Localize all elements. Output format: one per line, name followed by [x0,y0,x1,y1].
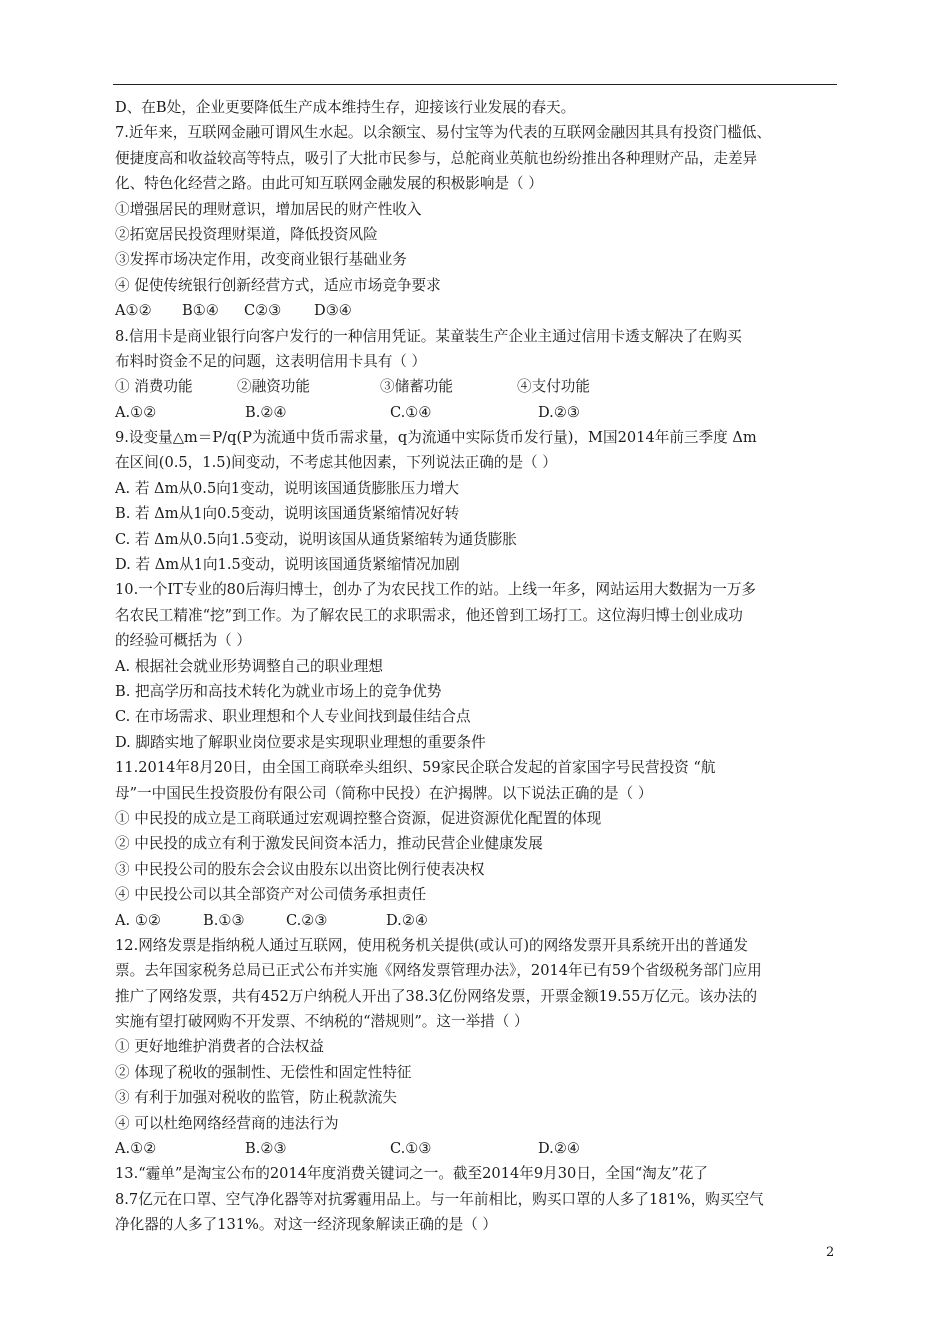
q12-option-b: B.②③ [245,1140,287,1158]
q11-item: ④ 中民投公司以其全部资产对公司债务承担责任 [115,886,427,904]
q12-item: ④ 可以杜绝网络经营商的违法行为 [115,1114,339,1132]
q12-option-d: D.②④ [538,1140,580,1158]
q8-option-b: B.②④ [245,403,287,421]
question-6-option-d: D、在B处，企业更要降低生产成本维持生存，迎接该行业发展的春天。 [115,99,576,116]
q8-function-1: ① 消费功能 [115,378,193,396]
q12-item: ① 更好地维护消费者的合法权益 [115,1038,324,1056]
q9-stem-line: 9.设变量△m＝P/q(P为流通中货币需求量，q为流通中实际货币发行量)，M国2014年前三季度 Δm [115,429,757,447]
q7-option-d: D③④ [314,302,352,320]
question-7 [115,120,837,323]
q12-stem-line: 实施有望打破网购不开发票、不纳税的“潜规则”。这一举措（ ） [115,1013,529,1031]
q11-stem-line: 11.2014年8月20日，由全国工商联牵头组织、59家民企联合发起的首家国字号民营投资 “航 [115,759,716,777]
q11-option-a: A. ①② [115,911,161,929]
q8-option-a: A.①② [115,403,157,421]
q9-stem-line: 在区间(0.5，1.5)间变动，不考虑其他因素，下列说法正确的是（ ） [115,454,557,472]
q11-option-c: C.②③ [286,911,328,929]
q11-option-d: D.②④ [386,911,428,929]
q10-choice-c: C. 在市场需求、职业理想和个人专业间找到最佳结合点 [115,708,471,726]
q9-choice-c: C. 若 Δm从0.5向1.5变动，说明该国从通货紧缩转为通货膨胀 [115,530,517,548]
page-number: 2 [826,1245,835,1260]
question-content [115,95,837,1238]
q10-stem-line: 名农民工精准“挖”到工作。为了解农民工的求职需求，他还曾到工场打工。这位海归博士创业成功 [115,606,743,624]
q10-choice-d: D. 脚踏实地了解职业岗位要求是实现职业理想的重要条件 [115,733,486,751]
q11-option-b: B.①③ [203,911,245,929]
q7-stem-line: 化、特色化经营之路。由此可知互联网金融发展的积极影响是（ ） [115,175,543,193]
q12-item: ② 体现了税收的强制性、无偿性和固定性特征 [115,1063,412,1081]
q12-stem-line: 12.网络发票是指纳税人通过互联网，使用税务机关提供(或认可)的网络发票开具系统开出的普通发 [115,936,748,954]
q9-choice-b: B. 若 Δm从1向0.5变动，说明该国通货紧缩情况好转 [115,505,460,523]
q13-stem-line: 净化器的人多了131%。对这一经济现象解读正确的是（ ） [115,1216,498,1234]
q7-item: ③发挥市场决定作用，改变商业银行基础业务 [115,251,407,269]
q12-stem-line: 票。去年国家税务总局已正式公布并实施《网络发票管理办法》，2014年已有59个省级税务部门应用 [115,962,762,980]
question-11 [115,755,837,933]
question-10 [115,577,837,755]
q7-item: ④ 促使传统银行创新经营方式，适应市场竞争要求 [115,276,441,294]
q9-choice-a: A. 若 Δm从0.5向1变动，说明该国通货膨胀压力增大 [115,479,460,497]
q8-functions [115,374,837,399]
q7-stem-line: 7.近年来，互联网金融可谓风生水起。以余额宝、易付宝等为代表的互联网金融因其具有投资门槛低、 [115,124,772,142]
q12-item: ③ 有利于加强对税收的监管，防止税款流失 [115,1089,397,1107]
q10-choice-a: A. 根据社会就业形势调整自己的职业理想 [115,657,383,675]
q7-item: ②拓宽居民投资理财渠道，降低投资风险 [115,225,378,243]
q7-item: ①增强居民的理财意识，增加居民的财产性收入 [115,200,422,218]
q9-choice-d: D. 若 Δm从1向1.5变动，说明该国通货紧缩情况加剧 [115,556,460,574]
question-13 [115,1161,837,1237]
q11-stem-line: 母”一中国民生投资股份有限公司（简称中民投）在沪揭牌。以下说法正确的是（ ） [115,784,653,802]
question-12 [115,933,837,1162]
q8-stem-line: 8.信用卡是商业银行向客户发行的一种信用凭证。某童装生产企业主通过信用卡透支解决了在购买 [115,327,742,345]
q12-option-c: C.①③ [390,1140,432,1158]
q12-stem-line: 推广了网络发票，共有452万户纳税人开出了38.3亿份网络发票，开票金额19.55万亿元。该办法的 [115,987,758,1005]
q8-function-2: ②融资功能 [237,378,310,396]
q12-option-a: A.①② [115,1140,157,1158]
q10-stem-line: 10.一个IT专业的80后海归博士，创办了为农民找工作的站。上线一年多，网站运用大数据为一万多 [115,581,757,599]
q13-stem-line: 8.7亿元在口罩、空气净化器等对抗雾霾用品上。与一年前相比，购买口罩的人多了181%，购买空气 [115,1190,764,1208]
q8-function-4: ④支付功能 [517,378,590,396]
q10-choice-b: B. 把高学历和高技术转化为就业市场上的竞争优势 [115,682,442,700]
q8-function-3: ③储蓄功能 [380,378,453,396]
question-9 [115,425,837,577]
q11-options [115,908,837,933]
q7-options [115,298,837,323]
q12-options [115,1136,837,1161]
header-rule [113,84,837,85]
q7-stem-line: 便捷度高和收益较高等特点，吸引了大批市民参与，总舵商业英航也纷纷推出各种理财产品，走差异 [115,149,758,167]
q7-option-b: B①④ [182,302,219,320]
q8-option-c: C.①④ [390,403,432,421]
q7-option-a: A①② [115,302,152,320]
q8-stem-line: 布料时资金不足的问题，这表明信用卡具有（ ） [115,352,427,370]
q11-item: ② 中民投的成立有利于激发民间资本活力，推动民营企业健康发展 [115,835,543,853]
q8-options [115,400,837,425]
q8-option-d: D.②③ [538,403,580,421]
q11-item: ③ 中民投公司的股东会会议由股东以出资比例行使表决权 [115,860,485,878]
question-8 [115,324,837,426]
q13-stem-line: 13.“霾单”是淘宝公布的2014年度消费关键词之一。截至2014年9月30日，全国“淘友”花了 [115,1165,709,1183]
q11-item: ① 中民投的成立是工商联通过宏观调控整合资源，促进资源优化配置的体现 [115,809,602,827]
q7-option-c: C②③ [244,302,282,320]
q10-stem-line: 的经验可概括为（ ） [115,632,251,650]
